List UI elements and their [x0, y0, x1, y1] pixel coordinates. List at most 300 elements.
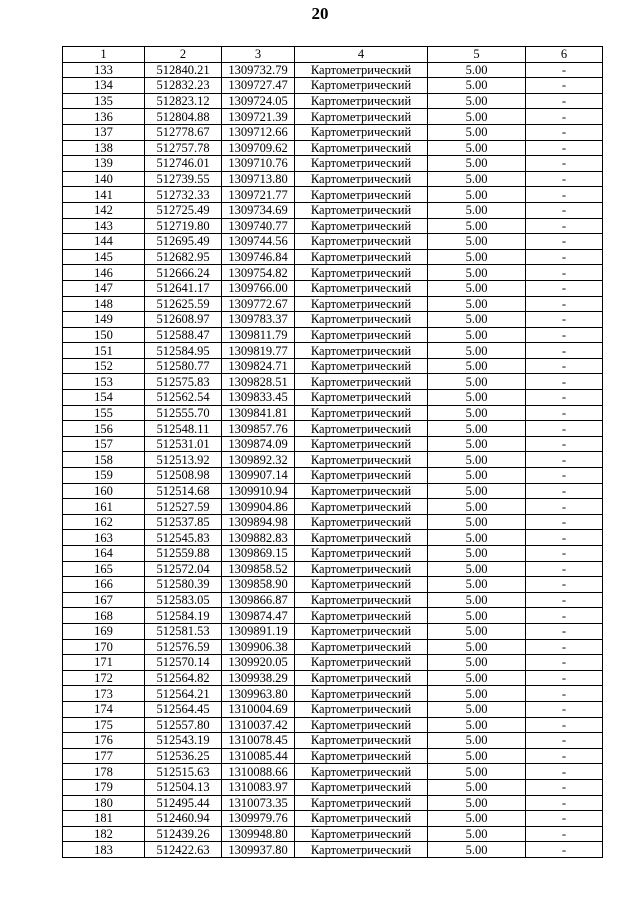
point-number-cell: 179 [63, 779, 145, 795]
table-row [63, 452, 603, 468]
y-coordinate-cell: 1309724.05 [222, 93, 295, 109]
x-coordinate-cell: 512746.01 [145, 156, 222, 172]
y-coordinate-cell: 1309740.77 [222, 218, 295, 234]
accuracy-cell: 5.00 [428, 436, 526, 452]
x-coordinate-cell: 512757.78 [145, 140, 222, 156]
table-row [63, 218, 603, 234]
method-cell: Картометрический [295, 312, 428, 328]
x-coordinate-cell: 512583.05 [145, 592, 222, 608]
point-number-cell: 168 [63, 608, 145, 624]
description-cell: - [526, 592, 603, 608]
table-row [63, 717, 603, 733]
method-cell: Картометрический [295, 779, 428, 795]
y-coordinate-cell: 1309948.80 [222, 826, 295, 842]
point-number-cell: 176 [63, 733, 145, 749]
description-cell: - [526, 234, 603, 250]
description-cell: - [526, 327, 603, 343]
y-coordinate-cell: 1309938.29 [222, 670, 295, 686]
table-row [63, 514, 603, 530]
method-cell: Картометрический [295, 234, 428, 250]
method-cell: Картометрический [295, 218, 428, 234]
description-cell: - [526, 156, 603, 172]
point-number-cell: 159 [63, 468, 145, 484]
table-row [63, 421, 603, 437]
point-number-cell: 144 [63, 234, 145, 250]
method-cell: Картометрический [295, 686, 428, 702]
y-coordinate-cell: 1310073.35 [222, 795, 295, 811]
description-cell: - [526, 795, 603, 811]
x-coordinate-cell: 512545.83 [145, 530, 222, 546]
method-cell: Картометрический [295, 436, 428, 452]
method-cell: Картометрический [295, 483, 428, 499]
point-number-cell: 145 [63, 249, 145, 265]
description-cell: - [526, 779, 603, 795]
x-coordinate-cell: 512514.68 [145, 483, 222, 499]
method-cell: Картометрический [295, 405, 428, 421]
table-row [63, 686, 603, 702]
coordinates-table [62, 46, 603, 858]
x-coordinate-cell: 512832.23 [145, 78, 222, 94]
point-number-cell: 134 [63, 78, 145, 94]
table-row [63, 109, 603, 125]
description-cell: - [526, 811, 603, 827]
accuracy-cell: 5.00 [428, 483, 526, 499]
x-coordinate-cell: 512555.70 [145, 405, 222, 421]
y-coordinate-cell: 1309744.56 [222, 234, 295, 250]
accuracy-cell: 5.00 [428, 842, 526, 858]
x-coordinate-cell: 512666.24 [145, 265, 222, 281]
method-cell: Картометрический [295, 421, 428, 437]
accuracy-cell: 5.00 [428, 499, 526, 515]
point-number-cell: 146 [63, 265, 145, 281]
accuracy-cell: 5.00 [428, 156, 526, 172]
table-row [63, 358, 603, 374]
x-coordinate-cell: 512527.59 [145, 499, 222, 515]
method-cell: Картометрический [295, 701, 428, 717]
accuracy-cell: 5.00 [428, 218, 526, 234]
point-number-cell: 165 [63, 561, 145, 577]
y-coordinate-cell: 1309904.86 [222, 499, 295, 515]
x-coordinate-cell: 512548.11 [145, 421, 222, 437]
description-cell: - [526, 826, 603, 842]
y-coordinate-cell: 1309874.47 [222, 608, 295, 624]
table-row [63, 265, 603, 281]
method-cell: Картометрический [295, 842, 428, 858]
accuracy-cell: 5.00 [428, 202, 526, 218]
y-coordinate-cell: 1309857.76 [222, 421, 295, 437]
method-cell: Картометрический [295, 156, 428, 172]
method-cell: Картометрический [295, 280, 428, 296]
table-row [63, 78, 603, 94]
point-number-cell: 174 [63, 701, 145, 717]
description-cell: - [526, 483, 603, 499]
description-cell: - [526, 655, 603, 671]
point-number-cell: 152 [63, 358, 145, 374]
table-row [63, 592, 603, 608]
description-cell: - [526, 530, 603, 546]
point-number-cell: 173 [63, 686, 145, 702]
table-row [63, 842, 603, 858]
method-cell: Картометрический [295, 811, 428, 827]
header-row [63, 47, 603, 63]
point-number-cell: 136 [63, 109, 145, 125]
method-cell: Картометрический [295, 561, 428, 577]
x-coordinate-cell: 512439.26 [145, 826, 222, 842]
description-cell: - [526, 561, 603, 577]
accuracy-cell: 5.00 [428, 795, 526, 811]
y-coordinate-cell: 1309713.80 [222, 171, 295, 187]
method-cell: Картометрический [295, 670, 428, 686]
x-coordinate-cell: 512564.45 [145, 701, 222, 717]
x-coordinate-cell: 512557.80 [145, 717, 222, 733]
x-coordinate-cell: 512543.19 [145, 733, 222, 749]
method-cell: Картометрический [295, 358, 428, 374]
y-coordinate-cell: 1309754.82 [222, 265, 295, 281]
table-row [63, 577, 603, 593]
y-coordinate-cell: 1309811.79 [222, 327, 295, 343]
table-row [63, 374, 603, 390]
header-cell: 5 [428, 47, 526, 63]
table-row [63, 140, 603, 156]
table-row [63, 234, 603, 250]
table-row [63, 390, 603, 406]
method-cell: Картометрический [295, 140, 428, 156]
method-cell: Картометрический [295, 530, 428, 546]
method-cell: Картометрический [295, 748, 428, 764]
description-cell: - [526, 468, 603, 484]
table-row [63, 249, 603, 265]
x-coordinate-cell: 512537.85 [145, 514, 222, 530]
y-coordinate-cell: 1309841.81 [222, 405, 295, 421]
x-coordinate-cell: 512682.95 [145, 249, 222, 265]
point-number-cell: 172 [63, 670, 145, 686]
table-row [63, 561, 603, 577]
y-coordinate-cell: 1310004.69 [222, 701, 295, 717]
description-cell: - [526, 608, 603, 624]
description-cell: - [526, 670, 603, 686]
method-cell: Картометрический [295, 296, 428, 312]
method-cell: Картометрический [295, 514, 428, 530]
accuracy-cell: 5.00 [428, 265, 526, 281]
y-coordinate-cell: 1310083.97 [222, 779, 295, 795]
point-number-cell: 163 [63, 530, 145, 546]
description-cell: - [526, 343, 603, 359]
method-cell: Картометрический [295, 826, 428, 842]
point-number-cell: 149 [63, 312, 145, 328]
accuracy-cell: 5.00 [428, 421, 526, 437]
accuracy-cell: 5.00 [428, 608, 526, 624]
table-row [63, 639, 603, 655]
table-row [63, 202, 603, 218]
accuracy-cell: 5.00 [428, 514, 526, 530]
point-number-cell: 169 [63, 623, 145, 639]
table-row [63, 608, 603, 624]
accuracy-cell: 5.00 [428, 468, 526, 484]
y-coordinate-cell: 1309894.98 [222, 514, 295, 530]
x-coordinate-cell: 512840.21 [145, 62, 222, 78]
x-coordinate-cell: 512732.33 [145, 187, 222, 203]
table-row [63, 468, 603, 484]
x-coordinate-cell: 512570.14 [145, 655, 222, 671]
x-coordinate-cell: 512719.80 [145, 218, 222, 234]
x-coordinate-cell: 512515.63 [145, 764, 222, 780]
x-coordinate-cell: 512572.04 [145, 561, 222, 577]
y-coordinate-cell: 1309979.76 [222, 811, 295, 827]
x-coordinate-cell: 512625.59 [145, 296, 222, 312]
method-cell: Картометрический [295, 577, 428, 593]
method-cell: Картометрический [295, 795, 428, 811]
accuracy-cell: 5.00 [428, 577, 526, 593]
method-cell: Картометрический [295, 249, 428, 265]
description-cell: - [526, 280, 603, 296]
point-number-cell: 182 [63, 826, 145, 842]
description-cell: - [526, 93, 603, 109]
accuracy-cell: 5.00 [428, 561, 526, 577]
method-cell: Картометрический [295, 639, 428, 655]
y-coordinate-cell: 1309712.66 [222, 124, 295, 140]
accuracy-cell: 5.00 [428, 78, 526, 94]
y-coordinate-cell: 1309920.05 [222, 655, 295, 671]
table-header [63, 47, 603, 63]
accuracy-cell: 5.00 [428, 327, 526, 343]
y-coordinate-cell: 1309783.37 [222, 312, 295, 328]
accuracy-cell: 5.00 [428, 655, 526, 671]
y-coordinate-cell: 1309937.80 [222, 842, 295, 858]
x-coordinate-cell: 512695.49 [145, 234, 222, 250]
y-coordinate-cell: 1310037.42 [222, 717, 295, 733]
point-number-cell: 157 [63, 436, 145, 452]
y-coordinate-cell: 1309858.52 [222, 561, 295, 577]
point-number-cell: 166 [63, 577, 145, 593]
point-number-cell: 156 [63, 421, 145, 437]
y-coordinate-cell: 1309819.77 [222, 343, 295, 359]
x-coordinate-cell: 512575.83 [145, 374, 222, 390]
description-cell: - [526, 842, 603, 858]
x-coordinate-cell: 512641.17 [145, 280, 222, 296]
accuracy-cell: 5.00 [428, 312, 526, 328]
description-cell: - [526, 436, 603, 452]
accuracy-cell: 5.00 [428, 811, 526, 827]
accuracy-cell: 5.00 [428, 701, 526, 717]
y-coordinate-cell: 1309721.77 [222, 187, 295, 203]
table-row [63, 701, 603, 717]
description-cell: - [526, 405, 603, 421]
x-coordinate-cell: 512804.88 [145, 109, 222, 125]
description-cell: - [526, 686, 603, 702]
table-row [63, 779, 603, 795]
description-cell: - [526, 374, 603, 390]
point-number-cell: 139 [63, 156, 145, 172]
method-cell: Картометрический [295, 202, 428, 218]
x-coordinate-cell: 512584.19 [145, 608, 222, 624]
table-body [63, 62, 603, 857]
point-number-cell: 133 [63, 62, 145, 78]
accuracy-cell: 5.00 [428, 374, 526, 390]
table-row [63, 312, 603, 328]
x-coordinate-cell: 512559.88 [145, 546, 222, 562]
point-number-cell: 148 [63, 296, 145, 312]
x-coordinate-cell: 512513.92 [145, 452, 222, 468]
table-row [63, 405, 603, 421]
point-number-cell: 153 [63, 374, 145, 390]
accuracy-cell: 5.00 [428, 296, 526, 312]
point-number-cell: 171 [63, 655, 145, 671]
method-cell: Картометрический [295, 499, 428, 515]
point-number-cell: 177 [63, 748, 145, 764]
method-cell: Картометрический [295, 187, 428, 203]
method-cell: Картометрический [295, 592, 428, 608]
description-cell: - [526, 499, 603, 515]
table-row [63, 436, 603, 452]
method-cell: Картометрический [295, 468, 428, 484]
method-cell: Картометрический [295, 374, 428, 390]
method-cell: Картометрический [295, 109, 428, 125]
description-cell: - [526, 202, 603, 218]
table-row [63, 499, 603, 515]
x-coordinate-cell: 512562.54 [145, 390, 222, 406]
point-number-cell: 135 [63, 93, 145, 109]
point-number-cell: 155 [63, 405, 145, 421]
y-coordinate-cell: 1309906.38 [222, 639, 295, 655]
y-coordinate-cell: 1309709.62 [222, 140, 295, 156]
y-coordinate-cell: 1309882.83 [222, 530, 295, 546]
method-cell: Картометрический [295, 546, 428, 562]
y-coordinate-cell: 1309858.90 [222, 577, 295, 593]
point-number-cell: 167 [63, 592, 145, 608]
y-coordinate-cell: 1309727.47 [222, 78, 295, 94]
x-coordinate-cell: 512581.53 [145, 623, 222, 639]
point-number-cell: 138 [63, 140, 145, 156]
description-cell: - [526, 140, 603, 156]
description-cell: - [526, 717, 603, 733]
y-coordinate-cell: 1309772.67 [222, 296, 295, 312]
y-coordinate-cell: 1309874.09 [222, 436, 295, 452]
point-number-cell: 151 [63, 343, 145, 359]
method-cell: Картометрический [295, 171, 428, 187]
x-coordinate-cell: 512725.49 [145, 202, 222, 218]
table-row [63, 795, 603, 811]
description-cell: - [526, 249, 603, 265]
point-number-cell: 137 [63, 124, 145, 140]
x-coordinate-cell: 512564.21 [145, 686, 222, 702]
accuracy-cell: 5.00 [428, 405, 526, 421]
accuracy-cell: 5.00 [428, 748, 526, 764]
description-cell: - [526, 748, 603, 764]
accuracy-cell: 5.00 [428, 686, 526, 702]
description-cell: - [526, 390, 603, 406]
accuracy-cell: 5.00 [428, 390, 526, 406]
description-cell: - [526, 171, 603, 187]
y-coordinate-cell: 1309910.94 [222, 483, 295, 499]
method-cell: Картометрический [295, 327, 428, 343]
table-row [63, 124, 603, 140]
accuracy-cell: 5.00 [428, 249, 526, 265]
x-coordinate-cell: 512823.12 [145, 93, 222, 109]
x-coordinate-cell: 512739.55 [145, 171, 222, 187]
description-cell: - [526, 421, 603, 437]
description-cell: - [526, 109, 603, 125]
method-cell: Картометрический [295, 764, 428, 780]
description-cell: - [526, 265, 603, 281]
accuracy-cell: 5.00 [428, 592, 526, 608]
header-cell: 6 [526, 47, 603, 63]
point-number-cell: 180 [63, 795, 145, 811]
method-cell: Картометрический [295, 343, 428, 359]
accuracy-cell: 5.00 [428, 546, 526, 562]
table-row [63, 93, 603, 109]
table-row [63, 343, 603, 359]
description-cell: - [526, 452, 603, 468]
y-coordinate-cell: 1309710.76 [222, 156, 295, 172]
y-coordinate-cell: 1309732.79 [222, 62, 295, 78]
y-coordinate-cell: 1310085.44 [222, 748, 295, 764]
accuracy-cell: 5.00 [428, 639, 526, 655]
method-cell: Картометрический [295, 623, 428, 639]
method-cell: Картометрический [295, 717, 428, 733]
method-cell: Картометрический [295, 608, 428, 624]
y-coordinate-cell: 1309824.71 [222, 358, 295, 374]
y-coordinate-cell: 1309963.80 [222, 686, 295, 702]
description-cell: - [526, 701, 603, 717]
accuracy-cell: 5.00 [428, 187, 526, 203]
accuracy-cell: 5.00 [428, 530, 526, 546]
point-number-cell: 142 [63, 202, 145, 218]
point-number-cell: 181 [63, 811, 145, 827]
table-row [63, 623, 603, 639]
method-cell: Картометрический [295, 655, 428, 671]
accuracy-cell: 5.00 [428, 62, 526, 78]
description-cell: - [526, 62, 603, 78]
accuracy-cell: 5.00 [428, 343, 526, 359]
table-row [63, 187, 603, 203]
table-row [63, 670, 603, 686]
description-cell: - [526, 124, 603, 140]
x-coordinate-cell: 512536.25 [145, 748, 222, 764]
x-coordinate-cell: 512422.63 [145, 842, 222, 858]
method-cell: Картометрический [295, 390, 428, 406]
point-number-cell: 162 [63, 514, 145, 530]
accuracy-cell: 5.00 [428, 623, 526, 639]
x-coordinate-cell: 512576.59 [145, 639, 222, 655]
table-row [63, 156, 603, 172]
accuracy-cell: 5.00 [428, 733, 526, 749]
point-number-cell: 141 [63, 187, 145, 203]
point-number-cell: 160 [63, 483, 145, 499]
table-row [63, 483, 603, 499]
x-coordinate-cell: 512580.39 [145, 577, 222, 593]
point-number-cell: 150 [63, 327, 145, 343]
y-coordinate-cell: 1309869.15 [222, 546, 295, 562]
table-row [63, 826, 603, 842]
y-coordinate-cell: 1309833.45 [222, 390, 295, 406]
description-cell: - [526, 218, 603, 234]
y-coordinate-cell: 1310088.66 [222, 764, 295, 780]
point-number-cell: 158 [63, 452, 145, 468]
accuracy-cell: 5.00 [428, 670, 526, 686]
accuracy-cell: 5.00 [428, 140, 526, 156]
accuracy-cell: 5.00 [428, 234, 526, 250]
point-number-cell: 183 [63, 842, 145, 858]
header-cell: 1 [63, 47, 145, 63]
point-number-cell: 161 [63, 499, 145, 515]
y-coordinate-cell: 1309866.87 [222, 592, 295, 608]
y-coordinate-cell: 1309892.32 [222, 452, 295, 468]
table-row [63, 296, 603, 312]
method-cell: Картометрический [295, 452, 428, 468]
description-cell: - [526, 514, 603, 530]
description-cell: - [526, 296, 603, 312]
header-cell: 3 [222, 47, 295, 63]
